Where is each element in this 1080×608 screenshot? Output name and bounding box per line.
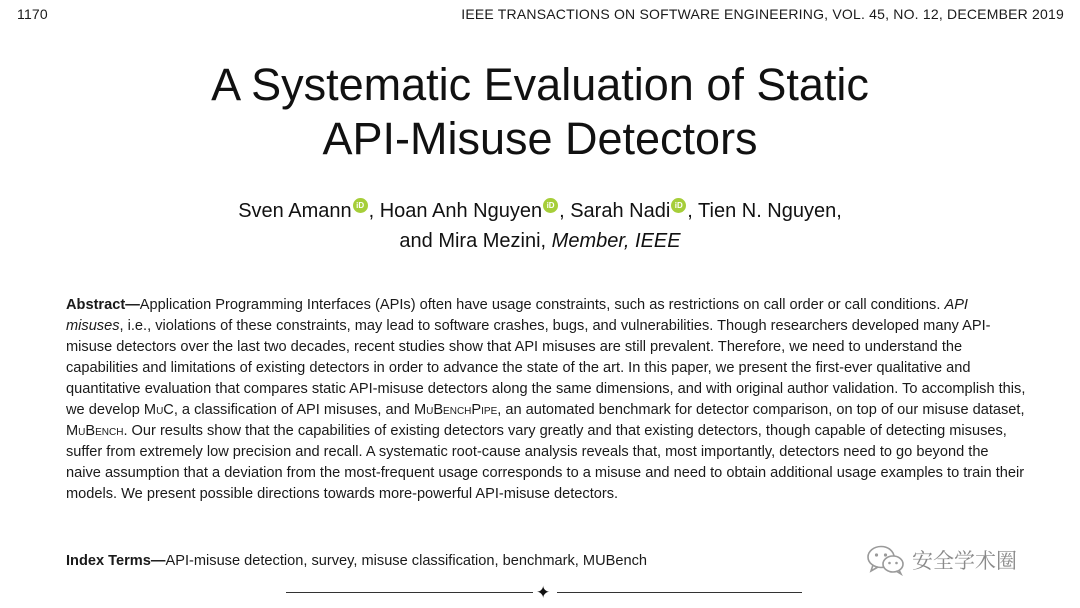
author-name: Sven Amann <box>238 200 352 222</box>
abstract-text: , an automated benchmark for detector comparison, on top of our misuse dataset, <box>497 402 1025 418</box>
index-terms-dash: — <box>150 553 166 569</box>
abstract <box>66 295 1026 505</box>
abstract-text: Application Programming Interfaces (APIs) often have usage constraints, such as restrictions on call order or call conditions. <box>139 297 941 313</box>
author-list <box>0 196 1080 256</box>
abstract-acronym: MuBenchPipe <box>413 402 498 418</box>
abstract-dash: — <box>125 297 140 313</box>
abstract-label: Abstract <box>66 297 126 313</box>
author-name: Sarah Nadi <box>570 200 671 222</box>
index-terms-text: API-misuse detection, survey, misuse classification, benchmark, MUBench <box>165 553 647 569</box>
index-terms-label: Index Terms <box>66 553 151 569</box>
paper-title <box>0 58 1080 166</box>
index-terms <box>66 551 647 572</box>
abstract-text: , i.e., violations of these constraints, may lead to software crashes, bugs, and vulnerabilities. Though researchers developed many API-misuse detectors over the last two decades, recent studies show that API misuses are still prevalent. Therefore, we need to understand the capabilities and limitations of existing detectors in order to advance the state of the art. In this paper, we present the first-ever qualitative and quantitative evaluation that compares static API-misuse detectors along the same dimensions, and with original author validation. To accomplish this, we develop <box>66 318 1026 418</box>
watermark-text: 安全学术圈 <box>912 549 1017 573</box>
author-name: Tien N. Nguyen, <box>698 200 842 222</box>
title-line-1: A Systematic Evaluation of Static <box>211 59 869 110</box>
journal-header: IEEE TRANSACTIONS ON SOFTWARE ENGINEERING, VOL. 45, NO. 12, DECEMBER 2019 <box>461 6 1064 22</box>
author-name: Hoan Anh Nguyen <box>379 200 543 222</box>
author-line-2 <box>0 226 1080 256</box>
page-number: 1170 <box>17 6 48 22</box>
wechat-icon <box>866 544 906 576</box>
orcid-icon[interactable]: iD <box>543 198 558 213</box>
divider-line-left <box>286 592 533 593</box>
abstract-acronym: MuBench <box>66 423 124 439</box>
author-name: and Mira Mezini, <box>399 230 547 252</box>
watermark <box>866 544 1017 576</box>
abstract-term: API misuses <box>66 297 968 334</box>
author-line-1: Sven Amann iD , Hoan Anh Nguyen iD , Sarah Nadi iD , Tien N. Nguyen, <box>238 200 842 222</box>
divider-ornament: ✦ <box>536 583 551 602</box>
abstract-text: . Our results show that the capabilities of existing detectors vary greatly and that existing detectors, though capable of detecting misuses, suffer from extremely low precision and recall. A systematic root-cause analysis reveals that, most importantly, detectors need to go beyond the naive assumption that a deviation from the most-frequent usage corresponds to a misuse and need to obtain additional usage examples to train their models. We present possible directions towards more-powerful API-misuse detectors. <box>66 423 1025 502</box>
divider-line-right <box>557 592 802 593</box>
title-line-2: API-Misuse Detectors <box>322 113 758 164</box>
author-role: Member, IEEE <box>551 230 681 252</box>
abstract-text: , a classification of API misuses, and <box>173 402 410 418</box>
orcid-icon[interactable]: iD <box>353 198 368 213</box>
orcid-icon[interactable]: iD <box>671 198 686 213</box>
abstract-acronym: MuC <box>143 402 174 418</box>
